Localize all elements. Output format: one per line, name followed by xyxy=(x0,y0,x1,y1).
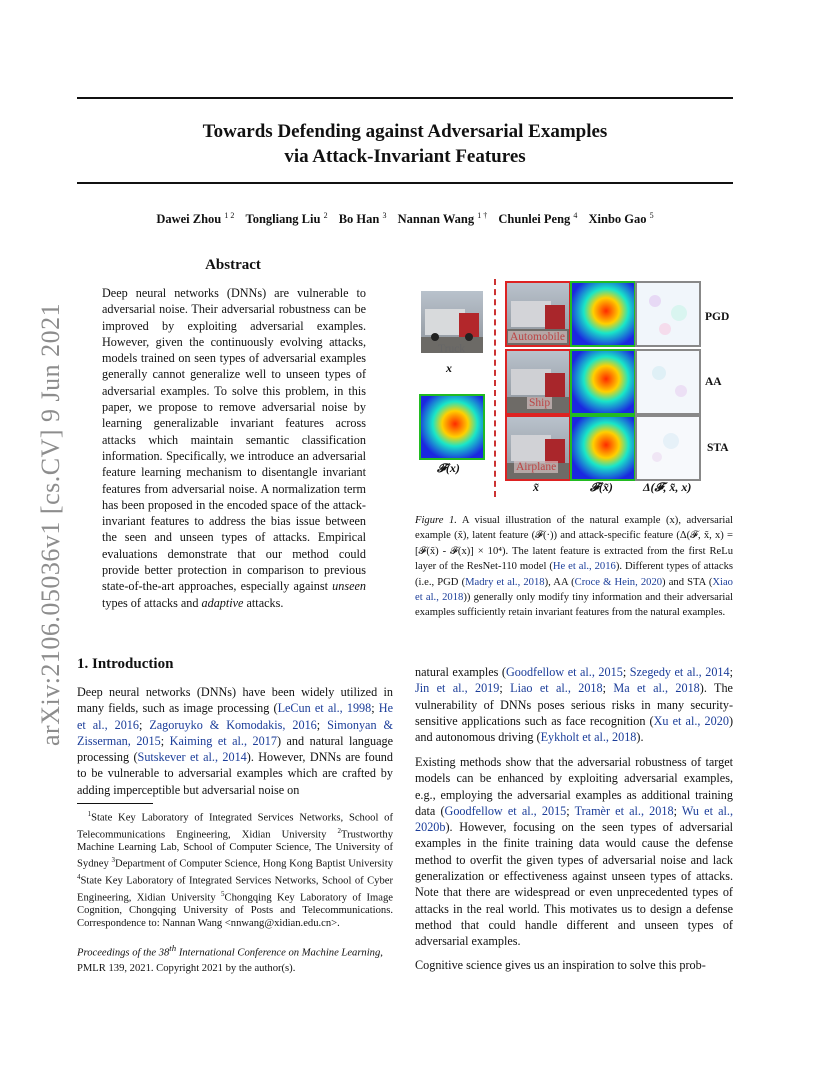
delta-label: Δ(𝓕, x̃, x) xyxy=(643,480,692,494)
citation-link[interactable]: Ma et al., 2018 xyxy=(613,681,700,696)
x-label: x xyxy=(446,361,452,375)
attack-specific-feature-pgd xyxy=(637,283,699,345)
citation-link[interactable]: Szegedy et al., 2014 xyxy=(629,665,730,679)
affiliations-footnote: $^1$State Key Laboratory of Integrated Services Networks, School of Telecommunications Engineering, Xidian University $^2$Trustworthy Machine Learning Lab, School of Computer Science, The University of Sydney $^3$Department of Computer Science, Hong Kong Baptist University $^4$State Key Laboratory of Integrated Services Networks, School of Cyber Engineering, Xidian University $^5$Chongqing Key Laboratory of Image Cognition, Chongqing University of Posts and Telecommunications. Correspondence to: Nannan Wang <nnwang@xidian.edu.cn>. xyxy=(77,810,394,930)
sta-label: STA xyxy=(707,442,729,454)
proceedings-note: Proceedings of the 38th International Conference on Machine Learning, PMLR 139, 2021. Copyright 2021 by the author(s). xyxy=(77,943,383,974)
automobile-label: Automobile xyxy=(510,331,565,343)
adversarial-feature-map-pgd xyxy=(572,283,634,345)
attack-specific-feature-aa xyxy=(637,351,699,413)
citation-link[interactable]: Eykholt et al., 2018 xyxy=(540,730,637,745)
figure-1 xyxy=(415,275,735,505)
citation-link[interactable]: Simonyan & Zisserman, 2015 xyxy=(77,717,393,748)
introduction-paragraph-2: natural examples (Goodfellow et al., 2015; Szegedy et al., 2014; Jin et al., 2019; Liao et al., 2018; Ma et al., 2018). The vulnerability of DNNs poses serious risks in many security-sensitive applications such as face recognition (Xu et al., 2020) and autonomous driving (Eykholt et al., 2018). xyxy=(415,665,734,745)
author: Xinbo Gao $^5$ xyxy=(588,211,654,227)
introduction-heading: 1. Introduction xyxy=(77,656,174,672)
natural-feature-map xyxy=(421,396,483,458)
title-top-rule xyxy=(77,97,733,99)
citation-link[interactable]: Croce & Hein, 2020 xyxy=(574,576,663,588)
citation-link[interactable]: Kaiming et al., 2017 xyxy=(169,733,277,748)
x-tilde-label: x̃ xyxy=(533,480,539,494)
adversarial-feature-map-aa xyxy=(572,351,634,413)
citation-link[interactable]: Goodfellow et al., 2015 xyxy=(444,803,567,818)
arxiv-identifier: arXiv:2106.05036v1 [cs.CV] 9 Jun 2021 xyxy=(36,302,65,746)
ship-label: Ship xyxy=(529,397,551,409)
citation-link[interactable]: He et al., 2016 xyxy=(552,561,616,573)
aa-label: AA xyxy=(705,376,722,388)
author-list xyxy=(77,211,733,227)
citation-link[interactable]: Wu et al., 2020b xyxy=(415,803,733,835)
figure-divider xyxy=(494,279,496,497)
author: Bo Han $^3$ xyxy=(338,211,387,227)
author: Dawei Zhou $^{1 2}$ xyxy=(156,211,235,227)
introduction-paragraph-1: Deep neural networks (DNNs) have been widely utilized in many fields, such as image processing (LeCun et al., 1998; He et al., 2016; Zagoruyko & Komodakis, 2016; Simonyan & Zisserman, 2015; Kaiming et al., 2017) and natural language processing (Sutskever et al., 2014). However, DNNs are found to be vulnerable to adversarial examples which are crafted by adding imperceptible but adversarial noise on xyxy=(77,685,394,797)
title-bottom-rule xyxy=(77,182,733,184)
citation-link[interactable]: Madry et al., 2018 xyxy=(465,576,545,588)
citation-link[interactable]: Xu et al., 2020 xyxy=(653,713,729,728)
author: Chunlei Peng $^4$ xyxy=(498,211,578,227)
figure-caption: Figure 1. A visual illustration of the natural example (x), adversarial example (x̃), latent feature (𝓕(·)) and attack-specific feature (Δ(𝓕, x̃, x) = [𝓕(x̃) - 𝓕(x)] × 10⁴). The latent feature is extracted from the first ReLu layer of the ResNet-110 model (He et al., 2016). Different types of attacks (i.e., PGD (Madry et al., 2018), AA (Croce & Hein, 2020) and STA (Xiao et al., 2018)) generally only modify tiny information and their adversarial examples sufficiently retain invariant features from the natural examples. xyxy=(415,515,733,619)
citation-link[interactable]: Tramèr et al., 2018 xyxy=(574,803,674,818)
citation-link[interactable]: Sutskever et al., 2014 xyxy=(137,750,247,765)
citation-link[interactable]: Liao et al., 2018 xyxy=(510,681,603,696)
pgd-label: PGD xyxy=(705,311,730,323)
paper-title: Towards Defending against Adversarial Examples via Attack-Invariant Features xyxy=(202,121,608,167)
airplane-label: Airplane xyxy=(516,461,557,473)
fx-label: 𝓕(x) xyxy=(437,461,460,475)
author: Tongliang Liu $^2$ xyxy=(245,211,328,227)
f-x-tilde-label: 𝓕(x̃) xyxy=(590,480,613,494)
introduction-paragraph-3: Existing methods show that the adversarial robustness of target models can be enhanced by exploiting adversarial examples, e.g., employing the adversarial examples as additional training data (Goodfellow et al., 2015; Tramèr et al., 2018; Wu et al., 2020b). However, focusing on the seen types of adversarial examples in the finite training data would cause the defense method to overfit the given types of adversarial noise and lack generalization or effectiveness against unseen types of attacks. Note that there are widespread or even unprecedented types of attacks in the real world. This motivates us to design a defense method that could handle different and unseen types of adversarial examples. xyxy=(415,755,733,949)
citation-link[interactable]: He et al., 2016 xyxy=(77,701,394,732)
footnote-rule xyxy=(77,803,153,804)
citation-link[interactable]: Xiao et al., 2018 xyxy=(415,576,733,604)
citation-link[interactable]: LeCun et al., 1998 xyxy=(277,701,372,716)
adversarial-feature-map-sta xyxy=(572,417,634,479)
introduction-paragraph-4: Cognitive science gives us an inspiration to solve this prob- xyxy=(415,958,706,972)
abstract-heading: Abstract xyxy=(205,257,261,273)
attack-specific-feature-sta xyxy=(637,417,699,479)
truck-label: Truck xyxy=(438,343,466,355)
abstract-text: Deep neural networks (DNNs) are vulnerable to adversarial noise. Their adversarial robustness can be improved by exploiting adversarial examples. However, given the continuously evolving attacks, models trained on seen types of adversarial examples generally cannot generalize well to unseen types of adversarial examples. To solve this problem, in this paper, we propose to remove adversarial noise by learning generalizable invariant features across attacks which maintain semantic classification information. Specifically, we introduce an adversarial feature learning mechanism to disentangle invariant features from adversarial noise. A normalization term has been proposed in the encoded space of the attack-invariant features to address the bias issue between the seen and unseen types of attacks. Empirical evaluations demonstrate that our method could provide better protection in comparison to previous state-of-the-art approaches, especially against unseen types of attacks and adaptive attacks. xyxy=(102,286,367,610)
citation-link[interactable]: Zagoruyko & Komodakis, 2016 xyxy=(149,717,317,732)
citation-link[interactable]: Jin et al., 2019 xyxy=(415,681,500,696)
author: Nannan Wang $^{1 \dagger}$ xyxy=(397,211,488,227)
citation-link[interactable]: Goodfellow et al., 2015 xyxy=(505,665,623,679)
